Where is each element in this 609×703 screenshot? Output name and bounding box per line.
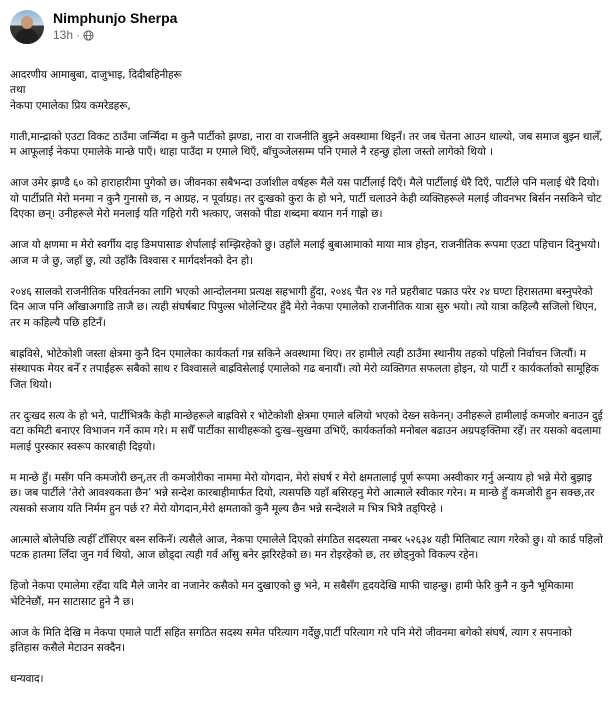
- post-body: [10, 52, 604, 703]
- post-meta: [53, 10, 177, 43]
- post-subline: [53, 27, 177, 43]
- post-paragraph: गाती,मान्द्राको एउटा विकट ठाउँमा जन्मिँदा म कुनै पार्टीको झण्डा, नारा वा राजनीति बुझ्ने अवस्थामा थिइनँ। तर जब चेतना आउन थाल्यो, जब समाज बुझ्न थालेँ, म आफूलाई नेकपा एमालेके मान्छे पाएँ। थाहा पाउँदा म एमाले थिएँ, बाँचुञ्जेलसम्म पनि एमाले नै रहन्छु होला जस्तो लागेको थियो ।: [10, 130, 603, 158]
- post-header: [10, 10, 177, 44]
- post-paragraph: हिजो नेकपा एमालेमा रहँदा यदि मैले जानेर वा नजानेर कसैको मन दुखाएको छु भने, म सबैसँग हृदयदेखि माफी चाहन्छु। हामी फेरि कुनै न कुनै भूमिकामा भेटिनेछौं, मन साटासाट हुने नै छ।: [10, 580, 574, 608]
- post-paragraph: आज यो क्षणमा म मेरो स्वर्गीय दाइ ङिमपासाङ शेर्पालाई सम्झिरहेको छु। उहाँले मलाई बुबाआमाको माया मात्र होइन, राजनीतिक रूपमा एउटा पहिचान दिनुभयो। आज म जे छु, जहाँ छु, त्यो उहाँकै विश्वास र मार्गदर्शनको देन हो।: [10, 239, 600, 267]
- separator-dot: ·: [76, 28, 81, 42]
- post-paragraph: आज उमेर झण्डै ६० को हाराहारीमा पुगेको छ। जीवनका सबैभन्दा उर्जाशील वर्षहरू मैले यस पार्टीलाई दिएँ। मैले पार्टीलाई धेरै दिएँ, पार्टीले पनि मलाई धेरै दियो। यो पार्टीप्रति मेरो मनमा न कुनै गुनासो छ, न आग्रह, न पूर्वाग्रह। तर दुःखको कुरा के हो भने, पार्टी चलाउने केही व्यक्तिहरूले मलाई जीवनभर बिर्सन नसकिने चोट दिएका छन्। उनीहरूले मेरो मनलाई यति गहिरो गरी भत्काए, जसको पीडा शब्दमा बयान गर्न गाह्रो छ।: [10, 177, 602, 220]
- post-paragraph: आदरणीय आमाबुबा, दाजुभाइ, दिदीबहिनीहरू तथा नेकपा एमालेका प्रिय कमरेडहरू,: [10, 68, 182, 112]
- author-name[interactable]: Nimphunjo Sherpa: [53, 10, 178, 26]
- post-paragraph: तर दुःखद सत्य के हो भने, पार्टीभित्रकै केही मान्छेहरूले बाह्रविसे र भोटेकोशी क्षेत्रमा एमाले बलियो भएको देख्न सकेनन्। उनीहरूले हामीलाई कमजोर बनाउन दुई वटा कमिटी बनाएर विभाजन गर्ने काम गरे। म सधैँ पार्टीका साथीहरूको दुःख–सुखमा उभिएँ, कार्यकर्ताको मनोबल बढाउन अग्रपङ्क्तिमा रहेँ। तर यसको बदलामा मलाई पुरस्कार स्वरूप कारबाही दिइयो।: [10, 409, 603, 453]
- post-paragraph: म मान्छे हुँ। मसँग पनि कमजोरी छन्,तर ती कमजोरीका नाममा मेरो योगदान, मेरो संघर्ष र मेरो क्षमतालाई पूर्ण रूपमा अस्वीकार गर्नु अन्याय हो भन्ने मेरो बुझाइ छ। जब पार्टीले ‘तेरो आवश्यकता छैन’ भन्ने सन्देश कारबाहीमार्फत दियो, त्यसपछि यहाँ बसिरहनु मेरो आत्माले स्वीकार गरेन। म मान्छे हुँ कमजोरी हुन सक्छ,तर त्यसको सजाय यति निर्मम हुन पर्छ र? मेरो योगदान,मेरो क्षमताको कुनै मूल्य छैन भन्ने सन्देशले म भित्र भित्रै तड्पिरहे ।: [10, 471, 595, 515]
- post-time[interactable]: 13h: [53, 28, 74, 42]
- post-paragraph: बाह्रविसे, भोटेकोशी जस्ता क्षेत्रमा कुनै दिन एमालेका कार्यकर्ता गन्न सकिने अवस्थामा थिए। तर हामीले त्यही ठाउँमा स्थानीय तहको पहिलो निर्वाचन जित्यौं। म संस्थापक मेयर बनेँ र तपाईंहरू सबैको साथ र विश्वासले बाह्रविसेलाई एमालेको गढ बनायौं। त्यो मेरो व्यक्तिगत सफलता होइन, यो पार्टी र कार्यकर्ताको सामूहिक जित थियो।: [10, 347, 599, 391]
- avatar-body: [16, 29, 38, 44]
- post-paragraph: धन्यवाद।: [10, 673, 44, 685]
- avatar[interactable]: [10, 10, 44, 44]
- globe-icon[interactable]: [83, 30, 94, 41]
- post-paragraph: २०४६ सालको राजनीतिक परिवर्तनका लागि भएको आन्दोलनमा प्रत्यक्ष सहभागी हुँदा, २०४६ चैत २४ गते प्रहरीबाट पक्राउ परेर २४ घण्टा हिरासतमा बस्नुपरेको दिन आज पनि आँखाअगाडि ताजै छ। त्यही संघर्षबाट पिपुल्स भोलेन्टियर हुँदै मेरो नेकपा एमालेको राजनीतिक यात्रा सुरु भयो। त्यो यात्रा कहिल्यै सजिलो थिएन, तर म कहिल्यै पछि हटिनँ।: [10, 285, 597, 329]
- avatar-head: [21, 16, 33, 29]
- post-paragraph: आज के मिति देखि म नेकपा एमाले पार्टी सहित सगठित सदस्य समेत परित्याग गर्देछु,पार्टी परित्याग गरे पनि मेरो जीवनमा बगेको संघर्ष, त्याग र सपनाको इतिहास कसैले मेटाउन सक्दैन।: [10, 626, 572, 654]
- post-paragraph: आत्माले बोलेपछि त्यहीँ टाँसिएर बस्न सकिनँ। त्यसैले आज, नेकपा एमालेले दिएको संगठित सदस्यता नम्बर ५२६३४ यही मितिबाट त्याग गरेको छु। यो कार्ड पहिलो पटक हातमा लिँदा जुन गर्व थियो, आज छोड्दा त्यही गर्व आँसु बनेर झरिरहेको छ। मन रोइरहेको छ, तर छोड्नुको विकल्प रहेन।: [10, 533, 603, 561]
